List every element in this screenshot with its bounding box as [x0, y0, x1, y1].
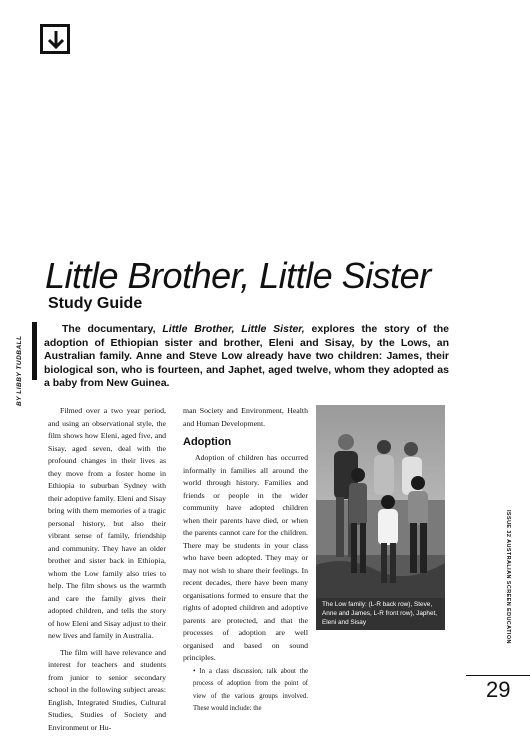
intro-rest: explores the story of the adoption of Ethiopian sister and brother, Eleni and Sisay, by the Lows, an Australian family. Anne and Steve Low already have two children: James, their biological son, who is fourteen, and Japhet, aged twelve, whom they adopted as a baby from New Guinea. — [44, 323, 450, 389]
body-paragraph: Adoption of children has occurred informally in families all around the world through history. Families and friends or people in the wider community have adopted children when their parents have died, or when the parents cannot care for the children. There may be students in your class who have been adopted. They may or may not wish to share their feelings. In recent decades, there have been many organisations formed to ensure that the rights of adopted children and adoptive parents are protected, and that the processes of adoption are well organised and based on sound principles. — [183, 453, 308, 662]
publication-sidebar — [502, 510, 514, 690]
page-number-rule — [466, 675, 530, 676]
page-subtitle: Study Guide — [48, 295, 143, 312]
bullet-icon: • — [193, 666, 200, 675]
page-number: 29 — [486, 677, 511, 702]
discussion-bullet — [183, 665, 308, 716]
page-title: Little Brother, Little Sister — [45, 255, 431, 296]
family-photo-image — [316, 405, 445, 630]
section-heading-adoption: Adoption — [183, 436, 232, 448]
down-arrow-glyph — [46, 29, 66, 51]
byline-bar — [32, 322, 37, 380]
intro-paragraph — [44, 323, 449, 391]
publication-sidebar-text: ISSUE 32 AUSTRALIAN SCREEN EDUCATION — [505, 510, 511, 644]
body-paragraph: Filmed over a two year period, and using an observational style, the film shows how Eleni, aged five, and Sisay, aged seven, deal with the profound changes in their lives as they move from a foster home in Ethiopia to suburban Sydney with their adoptive family. Eleni and Sisay bring with them memories of a tragic personal history, but also their vibrant sense of family, friendship and community. They have an older brother and sister back in Ethiopia, whom the Low family also tries to help. The film shows us the warmth and care the family gives their adopted children, and tells the story of how Eleni and Sisay adjust to their new lives and family in Australia. — [48, 406, 166, 640]
body-column-1 — [48, 405, 166, 734]
photo-caption: The Low family: (L-R back row), Steve, Anne and James, L-R front row), Japhet, Eleni and Sisay — [316, 598, 445, 630]
intro-film-title: Little Brother, Little Sister, — [162, 323, 305, 335]
bullet-text: In a class discussion, talk about the process of adoption from the point of view of the various groups involved. These would include: the — [193, 667, 308, 712]
down-arrow-icon — [40, 24, 70, 54]
byline-text: BY LIBBY TUDBALL — [16, 335, 23, 406]
intro-lead: The documentary, — [62, 323, 156, 335]
body-column-2 — [183, 405, 308, 716]
body-paragraph: The film will have relevance and interest for teachers and students from junior to senior secondary school in the following subject areas: English, Integrated Studies, Cultural Studies, Studies of Society and Environment or Hu- — [48, 647, 166, 732]
family-photo — [316, 405, 445, 630]
body-paragraph: man Society and Environment, Health and Human Development. — [183, 406, 308, 428]
byline — [14, 330, 26, 406]
